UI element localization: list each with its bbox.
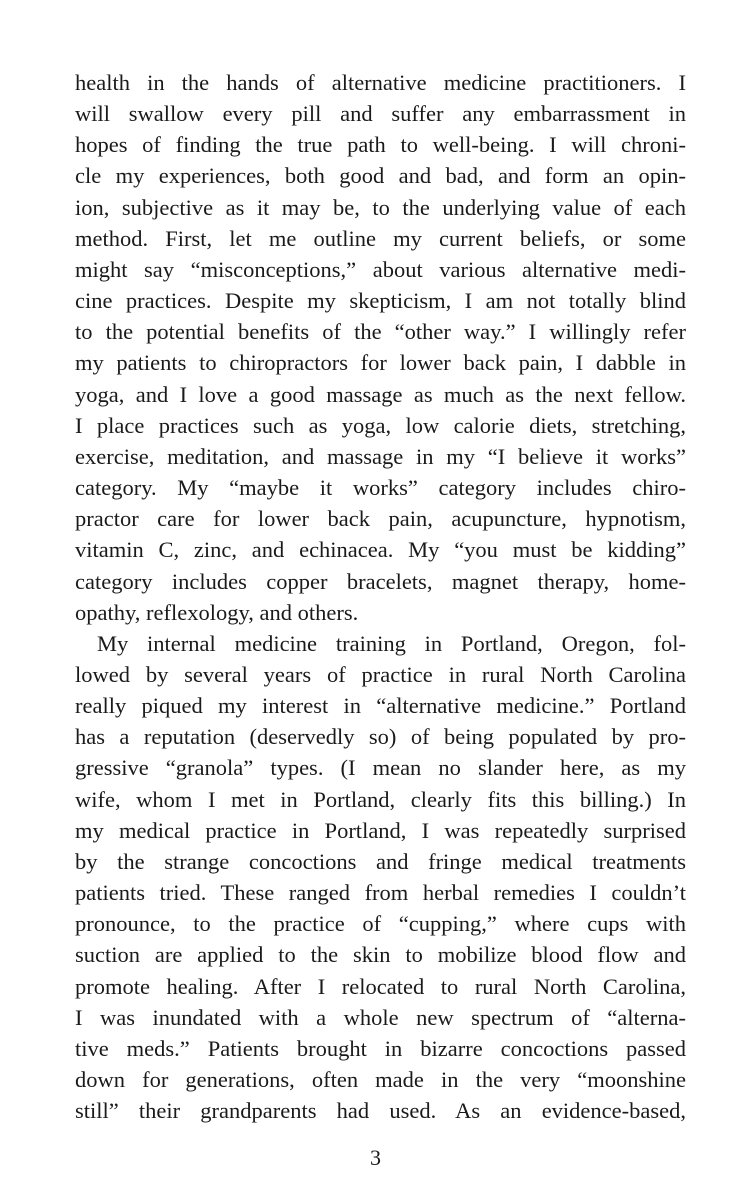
text-line: suction are applied to the skin to mobilize blood flow and bbox=[75, 942, 686, 968]
page-text bbox=[75, 67, 686, 1126]
text-line: tive meds.” Patients brought in bizarre concoctions passed bbox=[75, 1035, 686, 1061]
text-line: really piqued my interest in “alternative medicine.” Portland bbox=[75, 693, 686, 719]
text-line: I was inundated with a whole new spectrum of “alterna- bbox=[75, 1004, 686, 1030]
text-line: patients tried. These ranged from herbal remedies I couldn’t bbox=[75, 880, 686, 906]
text-line: cle my experiences, both good and bad, and form an opin- bbox=[75, 163, 686, 189]
text-line: health in the hands of alternative medicine practitioners. I bbox=[75, 70, 686, 95]
text-line: category includes copper bracelets, magnet therapy, home- bbox=[75, 568, 686, 594]
text-line: practor care for lower back pain, acupuncture, hypnotism, bbox=[75, 506, 686, 532]
text-line: will swallow every pill and suffer any embarrassment in bbox=[75, 101, 686, 127]
text-line: method. First, let me outline my current beliefs, or some bbox=[75, 225, 686, 251]
text-line: to the potential benefits of the “other way.” I willingly refer bbox=[75, 319, 686, 345]
text-line: has a reputation (deservedly so) of being populated by pro- bbox=[75, 724, 686, 750]
text-line: vitamin C, zinc, and echinacea. My “you must be kidding” bbox=[75, 537, 686, 563]
text-line: by the strange concoctions and fringe medical treatments bbox=[75, 848, 686, 874]
text-line: my medical practice in Portland, I was repeatedly surprised bbox=[75, 817, 686, 843]
text-line: lowed by several years of practice in rural North Carolina bbox=[75, 661, 686, 687]
text-line: yoga, and I love a good massage as much as the next fellow. bbox=[75, 381, 686, 407]
text-line: ion, subjective as it may be, to the underlying value of each bbox=[75, 194, 686, 220]
text-line: hopes of finding the true path to well-being. I will chroni- bbox=[75, 132, 686, 158]
text-line: cine practices. Despite my skepticism, I am not totally blind bbox=[75, 288, 686, 314]
page-number: 3 bbox=[370, 1145, 381, 1170]
text-line: category. My “maybe it works” category includes chiro- bbox=[75, 475, 686, 501]
text-line: opathy, reflexology, and others. bbox=[75, 599, 359, 625]
text-line: I place practices such as yoga, low calorie diets, stretching, bbox=[75, 412, 686, 438]
text-line: promote healing. After I relocated to rural North Carolina, bbox=[75, 973, 686, 999]
text-line: pronounce, to the practice of “cupping,” where cups with bbox=[75, 911, 686, 937]
text-line: my patients to chiropractors for lower back pain, I dabble in bbox=[75, 350, 686, 376]
text-line: My internal medicine training in Portland, Oregon, fol- bbox=[97, 630, 686, 656]
text-line: exercise, meditation, and massage in my “I believe it works” bbox=[75, 443, 686, 469]
text-line: down for generations, often made in the very “moonshine bbox=[75, 1067, 686, 1092]
text-line: might say “misconceptions,” about various alternative medi- bbox=[75, 256, 686, 282]
text-line: gressive “granola” types. (I mean no slander here, as my bbox=[75, 755, 686, 781]
text-line: still” their grandparents had used. As an evidence-based, bbox=[75, 1098, 686, 1124]
text-line: wife, whom I met in Portland, clearly fits this billing.) In bbox=[75, 786, 686, 812]
